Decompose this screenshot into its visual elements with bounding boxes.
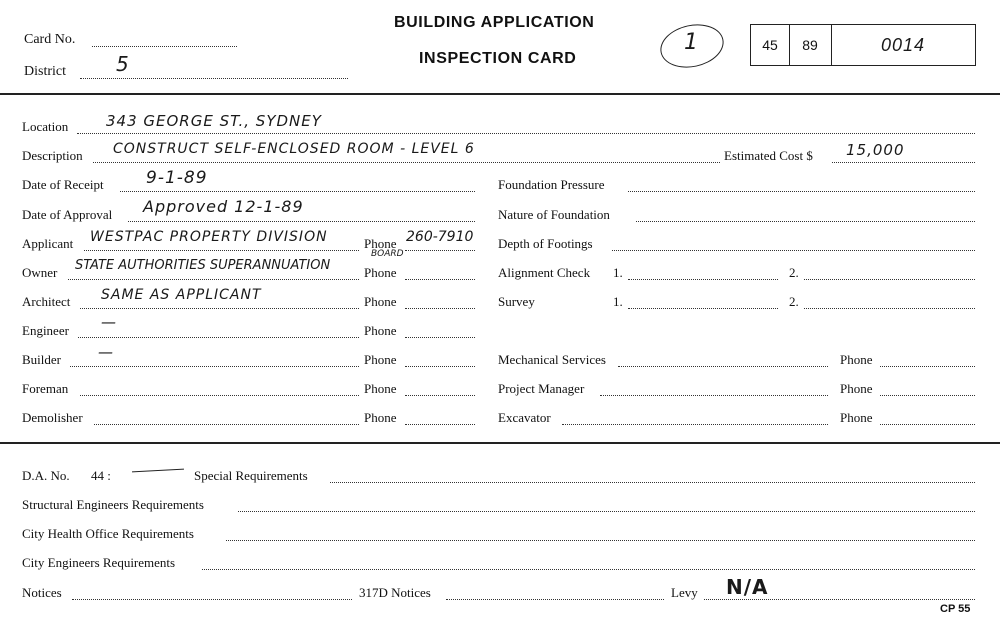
notices-label: Notices (22, 585, 62, 600)
builder-value: — (98, 343, 114, 361)
description-value: CONSTRUCT SELF-ENCLOSED ROOM - LEVEL 6 (113, 141, 475, 157)
owner-phone-label: Phone (364, 265, 397, 280)
survey-n2: 2. (789, 294, 799, 309)
project-manager-label: Project Manager (498, 381, 585, 396)
builder-label: Builder (22, 352, 61, 367)
mechanical-services-label: Mechanical Services (498, 352, 606, 367)
depth-of-footings-label: Depth of Footings (498, 236, 593, 251)
notices-317d-label: 317D Notices (359, 585, 431, 600)
card-id-part-2: 89 (802, 37, 818, 53)
estimated-cost-label: Estimated Cost $ (724, 148, 813, 163)
demolisher-label: Demolisher (22, 410, 83, 425)
city-engineers-requirements-label: City Engineers Requirements (22, 555, 176, 570)
engineer-value: — (101, 313, 117, 331)
project-manager-phone-label: Phone (840, 381, 873, 396)
card-no-label: Card No. (24, 32, 76, 47)
district-value: 5 (116, 52, 130, 76)
owner-annotation: BOARD (371, 249, 404, 259)
structural-engineers-requirements-label: Structural Engineers Requirements (22, 497, 204, 512)
alignment-check-n2: 2. (789, 265, 799, 280)
location-value: 343 GEORGE ST., SYDNEY (106, 112, 322, 130)
description-label: Description (22, 148, 83, 163)
engineer-phone-label: Phone (364, 323, 397, 338)
survey-label: Survey (498, 294, 535, 309)
excavator-phone-label: Phone (840, 410, 873, 425)
engineer-label: Engineer (22, 323, 69, 338)
circled-number: 1 (684, 30, 699, 55)
card-id-box (750, 24, 976, 66)
card-id-part-1: 45 (762, 37, 778, 53)
title-line-1: BUILDING APPLICATION (394, 14, 595, 31)
date-of-receipt-value: 9-1-89 (146, 168, 208, 188)
section-divider (0, 442, 1000, 444)
applicant-value: WESTPAC PROPERTY DIVISION (90, 229, 328, 245)
da-no-dash (132, 469, 184, 473)
card-no-line (92, 46, 237, 47)
alignment-check-n1: 1. (613, 265, 623, 280)
district-line (80, 78, 348, 79)
date-of-receipt-label: Date of Receipt (22, 177, 104, 192)
location-label: Location (22, 119, 69, 134)
owner-label: Owner (22, 265, 58, 280)
city-health-office-requirements-label: City Health Office Requirements (22, 526, 194, 541)
applicant-phone-label: Phone (364, 236, 397, 251)
architect-label: Architect (22, 294, 71, 309)
demolisher-phone-label: Phone (364, 410, 397, 425)
form-code: CP 55 (940, 603, 971, 615)
applicant-label: Applicant (22, 236, 74, 251)
da-no-value: 44 : (91, 468, 111, 483)
foreman-phone-label: Phone (364, 381, 397, 396)
date-of-approval-value: Approved 12-1-89 (143, 197, 304, 216)
date-of-approval-label: Date of Approval (22, 207, 113, 222)
levy-label: Levy (671, 585, 698, 600)
architect-value: SAME AS APPLICANT (101, 287, 262, 303)
header-divider (0, 93, 1000, 95)
owner-value: STATE AUTHORITIES SUPERANNUATION (75, 258, 331, 273)
da-no-label: D.A. No. (22, 468, 70, 483)
foundation-pressure-label: Foundation Pressure (498, 177, 605, 192)
architect-phone-label: Phone (364, 294, 397, 309)
title-line-2: INSPECTION CARD (419, 50, 577, 67)
foreman-label: Foreman (22, 381, 69, 396)
nature-of-foundation-label: Nature of Foundation (498, 207, 610, 222)
card-id-part-3: 0014 (880, 35, 926, 55)
estimated-cost-value: 15,000 (846, 141, 905, 159)
special-requirements-label: Special Requirements (194, 468, 308, 483)
applicant-phone-value: 260-7910 (406, 229, 474, 245)
excavator-label: Excavator (498, 410, 551, 425)
district-label: District (24, 64, 66, 79)
survey-n1: 1. (613, 294, 623, 309)
alignment-check-label: Alignment Check (498, 265, 591, 280)
mechanical-services-phone-label: Phone (840, 352, 873, 367)
builder-phone-label: Phone (364, 352, 397, 367)
levy-value: N/A (726, 575, 769, 599)
